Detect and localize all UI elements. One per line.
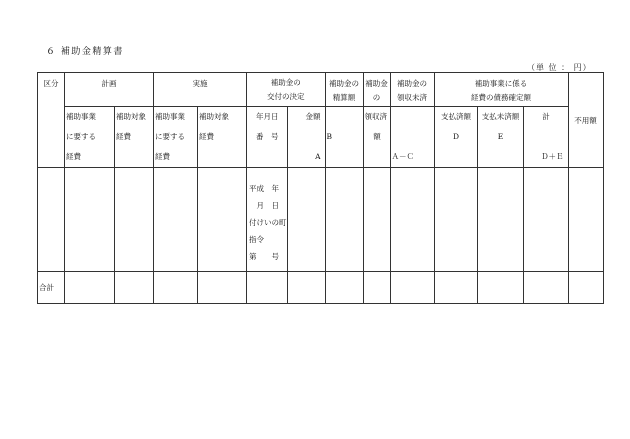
cell-kubun: [38, 168, 65, 272]
cell-ryoshu: [363, 168, 390, 272]
cell-jisshi-jigyo: [154, 168, 198, 272]
header-miryoshu: 補助金の 領収未済: [390, 73, 434, 107]
cell-miryoshu: [390, 168, 434, 272]
total-cell: [477, 272, 523, 304]
total-cell: [325, 272, 363, 304]
total-cell: [363, 272, 390, 304]
header-row-2: [38, 107, 604, 168]
sub-jisshi-taisho: 補助対象 経費: [198, 107, 247, 168]
unit-label: （単 位 ： 円）: [527, 63, 592, 72]
document-title: ６ 補助金精算書: [46, 47, 124, 57]
header-kettei: 補助金の 交付の決定: [247, 73, 326, 107]
sub-ryoshu-cont: 領収済 額: [363, 107, 390, 168]
header-jisshi: 実施: [154, 73, 247, 107]
sub-jisshi-jigyo: 補助事業 に要する 経費: [154, 107, 198, 168]
sub-keikaku-jigyo: 補助事業 に要する 経費: [65, 107, 115, 168]
header-kubun: 区分: [38, 73, 65, 168]
header-saimu: 補助事業に係る 経費の債務確定額: [434, 73, 568, 107]
sub-mibarai: 支払未済額 E: [477, 107, 523, 168]
total-cell: [65, 272, 115, 304]
sub-keikaku-taisho: 補助対象 経費: [115, 107, 154, 168]
header-fuyo: 不用額: [568, 73, 603, 168]
cell-kingaku: [287, 168, 325, 272]
sub-seisan-code: B: [325, 107, 363, 168]
sub-kei: 計 Ｄ＋Ｅ: [523, 107, 568, 168]
settlement-table: [37, 72, 604, 304]
total-cell: [568, 272, 603, 304]
header-row-1: [38, 73, 604, 107]
cell-keikaku-jigyo: [65, 168, 115, 272]
sub-miryoshu-code: Ａ－Ｃ: [390, 107, 434, 168]
cell-kei: [523, 168, 568, 272]
total-cell: [287, 272, 325, 304]
cell-date-number: 平成 年 月 日 付けいの町 指令 第 号: [247, 168, 288, 272]
header-seisan: 補助金の 精算額: [325, 73, 363, 107]
total-cell: [247, 272, 288, 304]
total-cell: [154, 272, 198, 304]
cell-jisshi-taisho: [198, 168, 247, 272]
sub-shiharai: 支払済額 D: [434, 107, 477, 168]
total-cell: [434, 272, 477, 304]
total-row: [38, 272, 604, 304]
cell-keikaku-taisho: [115, 168, 154, 272]
total-cell: [115, 272, 154, 304]
body-row: [38, 168, 604, 272]
cell-shiharai: [434, 168, 477, 272]
header-ryoshu: 補助金 の: [363, 73, 390, 107]
cell-mibarai: [477, 168, 523, 272]
cell-seisan: [325, 168, 363, 272]
sub-nengappi: 年月日 番 号: [247, 107, 288, 168]
header-keikaku: 計画: [65, 73, 154, 107]
total-cell: [198, 272, 247, 304]
cell-fuyo: [568, 168, 603, 272]
total-cell: [390, 272, 434, 304]
total-cell: [523, 272, 568, 304]
total-label: 合計: [38, 272, 65, 304]
sub-kingaku: 金額 A: [287, 107, 325, 168]
